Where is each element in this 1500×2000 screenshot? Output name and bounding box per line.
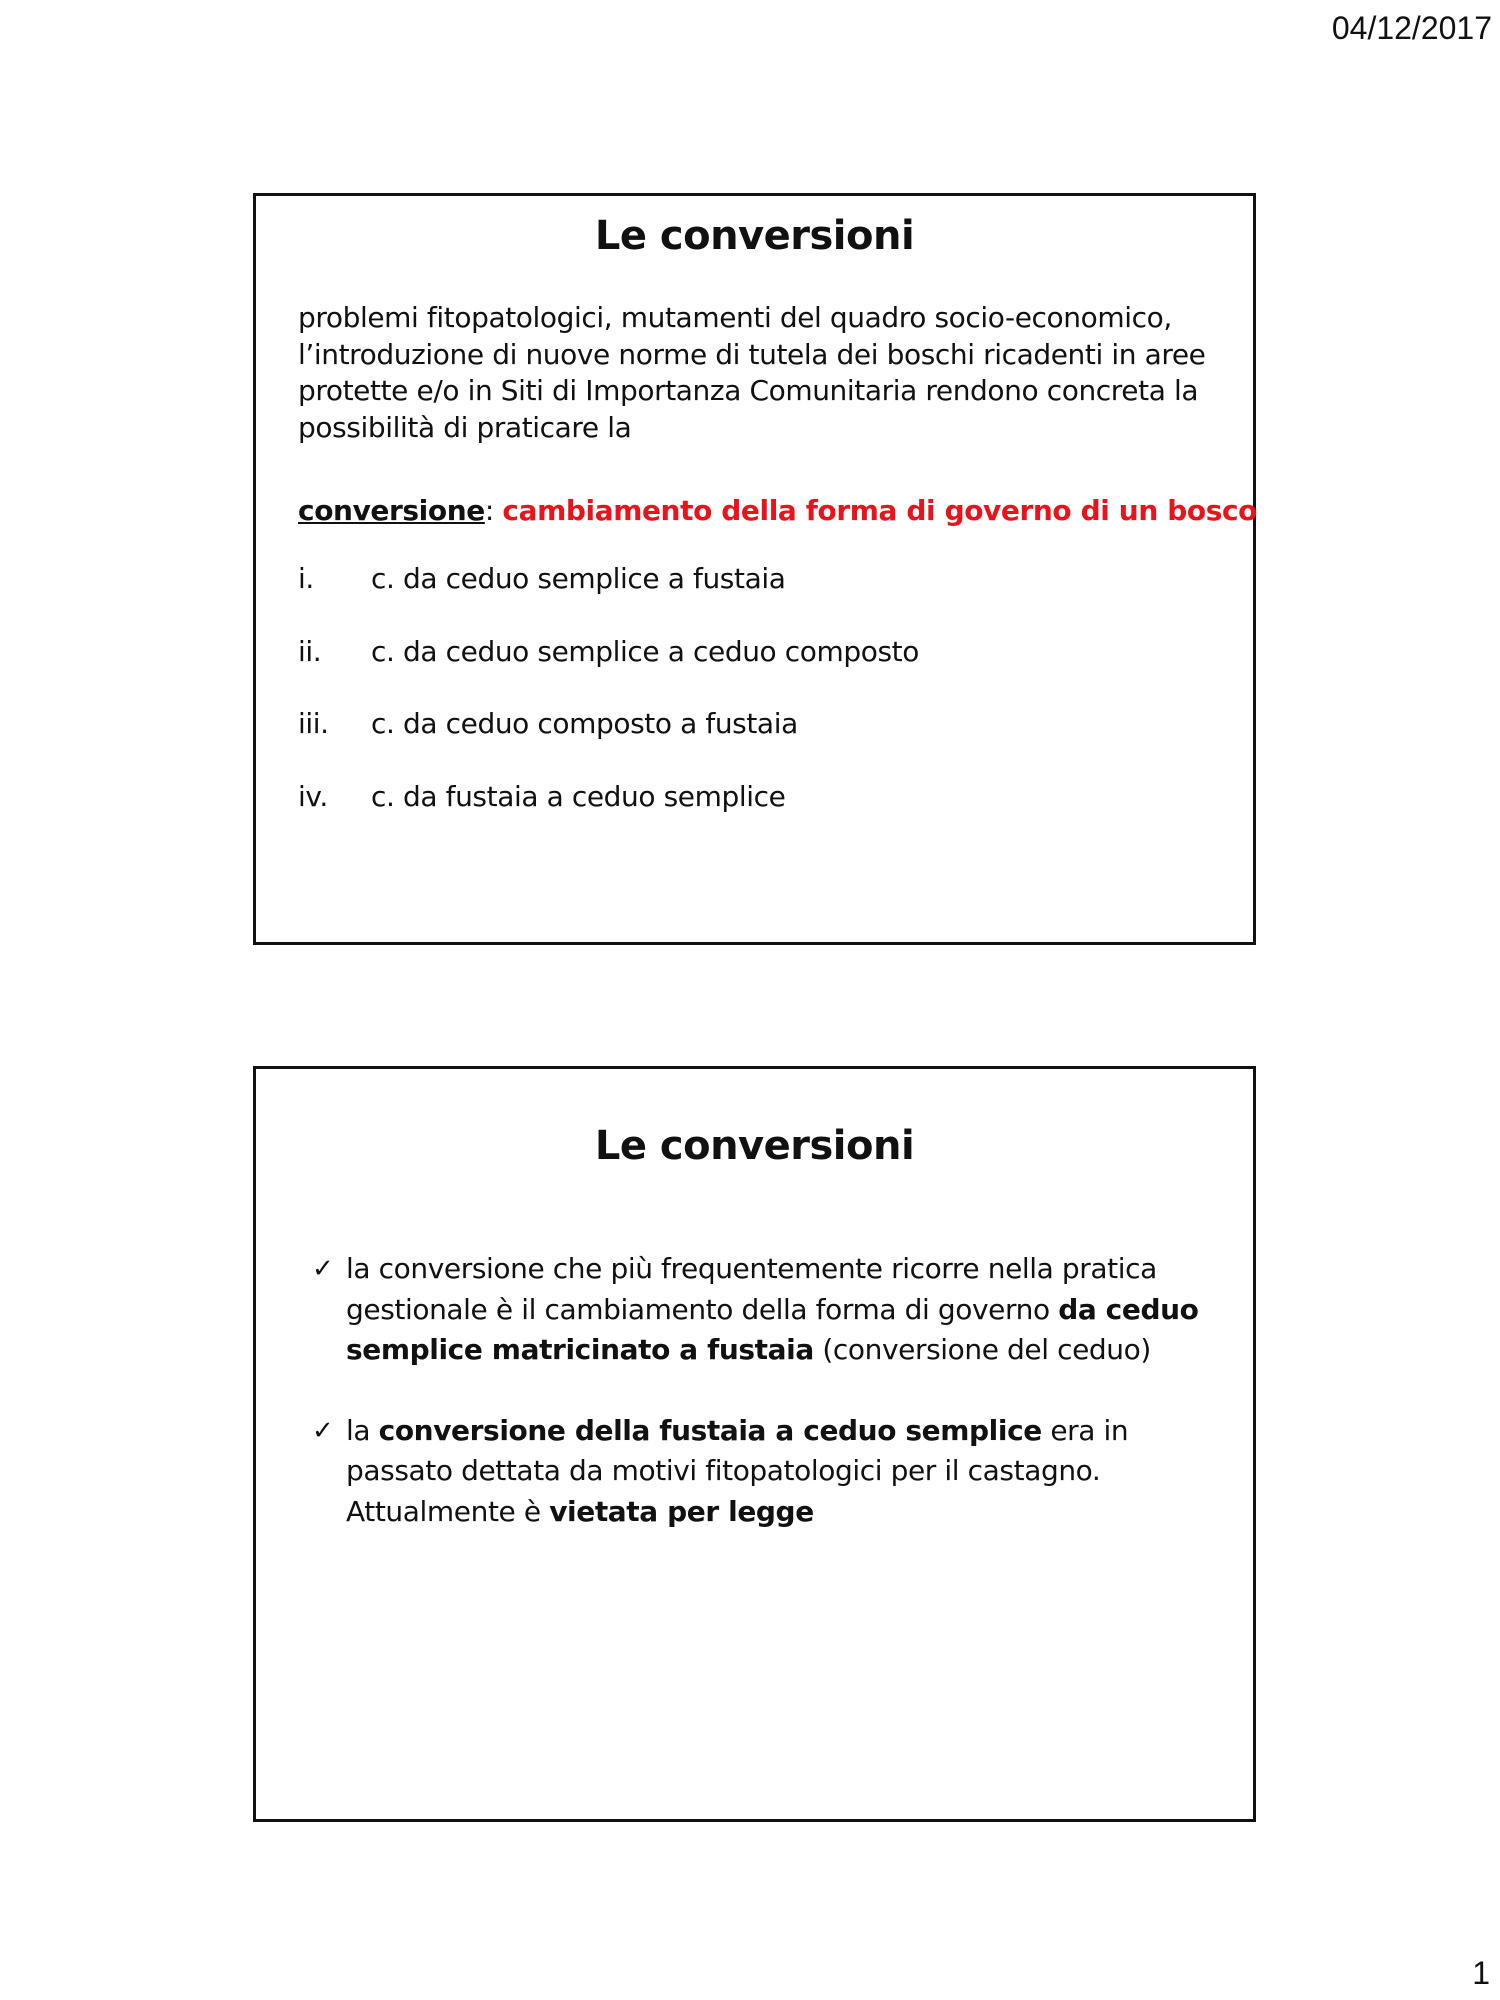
list-item-number: iv. (298, 779, 328, 813)
bullet-text-part: la conversione che più frequentemente ricorre nella pratica gestionale è il cambiamento della forma di governo (346, 1252, 1157, 1326)
list-item-text: c. da ceduo semplice a ceduo composto (371, 634, 919, 668)
definition-line (298, 494, 1257, 527)
page-number: 1 (1472, 1955, 1490, 1991)
list-item (298, 780, 919, 853)
bullet-item (312, 1249, 1212, 1371)
bullet-text-part: era in passato dettata da motivi fitopatologici per il castagno. Attualmente è (346, 1413, 1129, 1528)
list-item-text: c. da fustaia a ceduo semplice (371, 779, 786, 813)
bullet-text-bold: vietata per legge (549, 1494, 814, 1528)
list-item-number: ii. (298, 634, 322, 668)
list-item (298, 707, 919, 780)
slide-title: Le conversioni (594, 213, 915, 259)
list-item (298, 635, 919, 708)
slide-title: Le conversioni (594, 1123, 915, 1169)
bullet-item (312, 1411, 1212, 1533)
bullet-text-bold: conversione della fustaia a ceduo semplice (378, 1413, 1042, 1447)
intro-paragraph: problemi fitopatologici, mutamenti del quadro socio-economico, l’introduzione di nuove norme di tutela dei boschi ricadenti in aree protette e/o in Siti di Importanza Comunitaria rendono concreta la possibilità di praticare la (298, 301, 1206, 444)
checkmark-icon: ✓ (312, 1254, 334, 1284)
checkmark-icon: ✓ (312, 1415, 334, 1446)
list-item-text: c. da ceduo composto a fustaia (371, 707, 798, 740)
list-item (298, 562, 919, 635)
page-date: 04/12/2017 (1331, 10, 1492, 46)
bullet-text (346, 1249, 1212, 1371)
bullet-text (346, 1411, 1212, 1533)
bullet-list (312, 1249, 1212, 1572)
list-item-number: i. (298, 562, 314, 595)
list-item-text: c. da ceduo semplice a fustaia (371, 562, 786, 595)
slide-2 (253, 1066, 1256, 1822)
bullet-text-bold: da ceduo semplice matricinato a fustaia (346, 1292, 1199, 1366)
bullet-text-part: la (346, 1413, 379, 1447)
list-item-number: iii. (298, 707, 329, 740)
conversion-list (298, 562, 919, 852)
bullet-text-part: (conversione del ceduo) (813, 1333, 1151, 1366)
definition-text: cambiamento della forma di governo di un bosco (502, 494, 1257, 527)
definition-separator: : (484, 494, 503, 527)
definition-term: conversione (298, 494, 485, 527)
slide-1 (253, 193, 1256, 945)
